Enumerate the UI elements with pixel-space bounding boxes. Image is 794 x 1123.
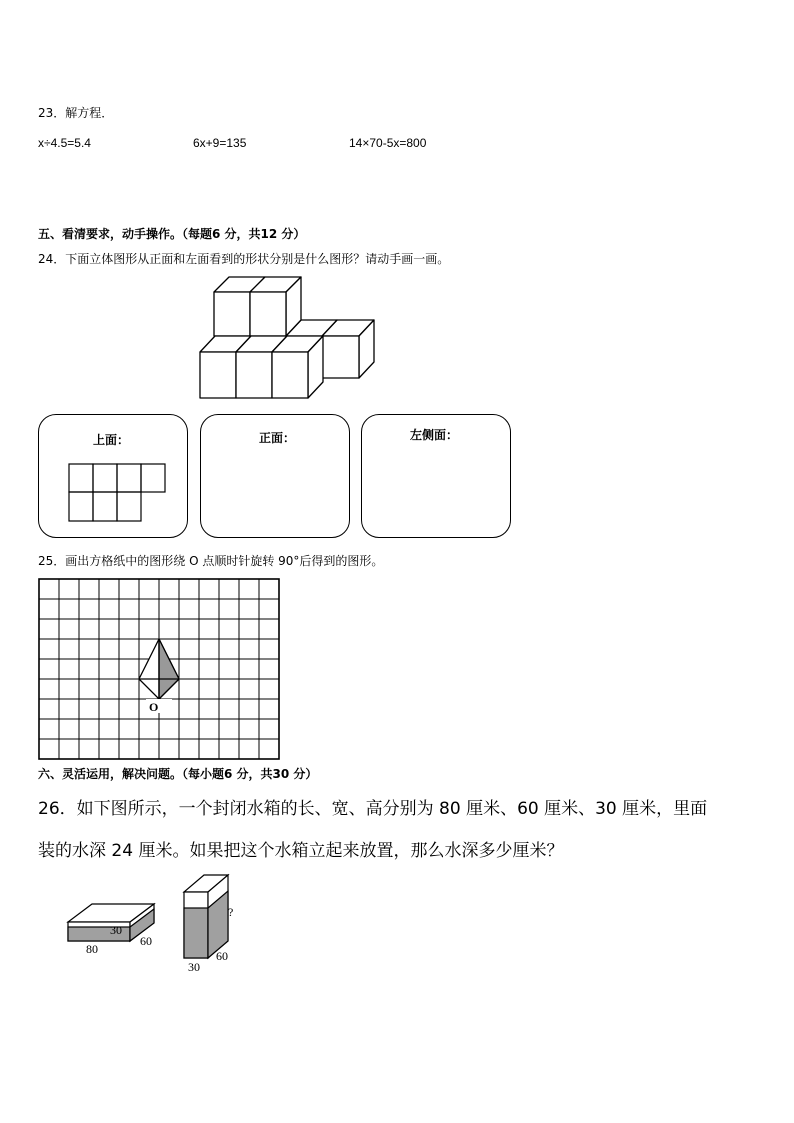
q25-text: 25．画出方格纸中的图形绕 O 点顺时针旋转 90°后得到的图形。 xyxy=(38,554,384,568)
equation-1: x÷4.5=5.4 xyxy=(38,136,91,150)
top-view-drawing xyxy=(68,463,168,523)
left-view-box xyxy=(361,414,511,538)
section-6-heading: 六、灵活运用，解决问题。（每小题6 分，共30 分） xyxy=(38,767,318,781)
q23-title: 23．解方程． xyxy=(38,106,114,120)
water-tank-figures xyxy=(60,872,260,977)
top-view-box xyxy=(38,414,188,538)
fig2-label-width: 30 xyxy=(188,960,200,974)
section-5-heading: 五、看清要求，动手操作。（每题6 分，共12 分） xyxy=(38,227,306,241)
cube-solid-figure xyxy=(195,272,380,402)
q24-text: 24．下面立体图形从正面和左面看到的形状分别是什么图形？请动手画一画。 xyxy=(38,252,450,266)
equation-2: 6x+9=135 xyxy=(193,136,247,150)
front-view-label: 正面： xyxy=(259,431,296,445)
fig2-label-unknown: ? xyxy=(228,905,234,919)
equation-3: 14×70-5x=800 xyxy=(349,136,427,150)
point-o-label: O xyxy=(149,700,159,714)
shaded-triangle xyxy=(159,639,179,699)
fig2-label-length: 60 xyxy=(216,949,228,963)
left-view-label: 左侧面： xyxy=(410,428,459,442)
fig1-label-length: 80 xyxy=(86,942,98,956)
fig1-label-width: 60 xyxy=(140,934,152,948)
fig1-label-height: 30 xyxy=(110,923,122,937)
top-view-label: 上面： xyxy=(93,433,130,447)
q26-line-2: 装的水深 24 厘米。如果把这个水箱立起来放置，那么水深多少厘米？ xyxy=(38,841,564,861)
grid-paper xyxy=(38,578,282,760)
q26-line-1: 26．如下图所示，一个封闭水箱的长、宽、高分别为 80 厘米、60 厘米、30 厘米，里面 xyxy=(38,799,708,819)
front-view-box xyxy=(200,414,350,538)
